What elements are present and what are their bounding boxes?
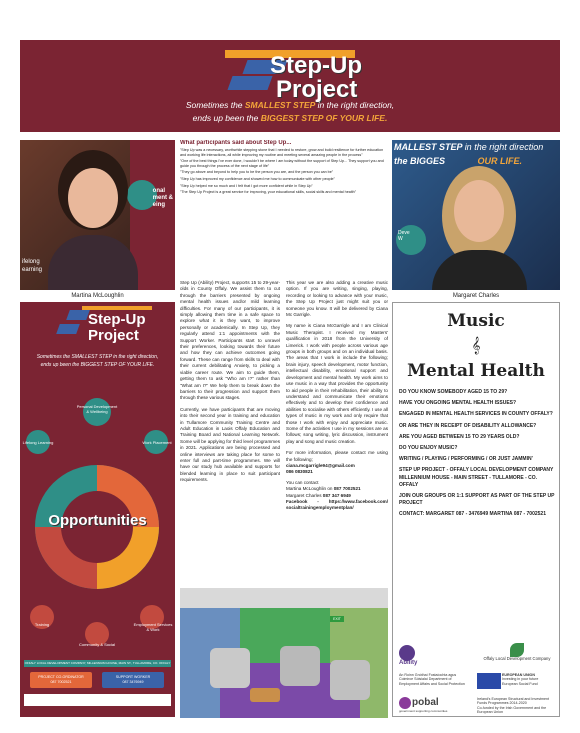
article-column-a bbox=[180, 280, 280, 580]
poster-address: OFFALY LOCAL DEVELOPMENT COMPANY, MILLENNIUM HOUSE, MAIN ST., TULLAMORE, CO. OFFALY bbox=[24, 661, 171, 665]
music-mental-health-ad bbox=[392, 302, 560, 717]
backdrop-text: onal ment & eing bbox=[152, 188, 173, 208]
newspaper-page bbox=[20, 40, 560, 720]
quote: "The Step Up Project is a great service for improving, your educational skills, social skills and mental health" bbox=[180, 190, 357, 195]
contact-intro: You can contact bbox=[286, 479, 319, 485]
ad-line: STEP UP PROJECT - OFFALY LOCAL DEVELOPMENT COMPANY MILLENNIUM HOUSE - MAIN STREET - TULLAMORE - CO. OFFALY bbox=[399, 467, 554, 488]
quote: "Step Up has improved my confidence and showed me how to communicate with other people" bbox=[180, 176, 335, 181]
caption-margaret: Margaret Charles bbox=[452, 293, 500, 299]
pobal-logo: pobal government supporting communities bbox=[399, 696, 448, 713]
banner-title-line2: Project bbox=[276, 76, 358, 103]
opportunities-heading: Opportunities bbox=[48, 512, 147, 529]
contact-martina: Martina McLoughlin on 087 7002521 bbox=[286, 486, 361, 492]
ability-icon bbox=[399, 645, 415, 661]
ad-line: OR ARE THEY IN RECEIPT OF DISABILITY ALLOWANCE? bbox=[399, 422, 537, 429]
pobal-icon bbox=[399, 697, 411, 709]
ad-line: JOIN OUR GROUPS OR 1:1 SUPPORT AS PART OF THE STEP UP PROJECT bbox=[399, 493, 555, 507]
face bbox=[454, 180, 504, 242]
label-employment: Employment Services & Work bbox=[133, 622, 173, 632]
poster-tagline-1: Sometimes the SMALLEST STEP in the right direction, bbox=[36, 354, 159, 360]
eu-flag-icon bbox=[477, 673, 501, 689]
backdrop-text: ifelong earning bbox=[22, 259, 43, 273]
armchair bbox=[210, 648, 250, 688]
ad-line: ARE YOU AGED BETWEEN 15 TO 29 YEARS OLD? bbox=[399, 433, 520, 440]
sponsor-logos bbox=[397, 593, 557, 713]
oldc-logo: Offaly Local Development Company bbox=[477, 643, 557, 661]
ad-line: HAVE YOU ONGOING MENTAL HEALTH ISSUES? bbox=[399, 400, 517, 407]
backdrop-text: Deve W bbox=[398, 230, 410, 242]
photo-martina bbox=[20, 140, 175, 290]
poster-logo-strip bbox=[24, 694, 171, 706]
banner-tagline-1: Sometimes the SMALLEST STEP in the right direction, bbox=[185, 100, 395, 110]
banner-title-line1: Step-Up bbox=[270, 52, 362, 79]
pill-coordinator: PROJECT CO-ORDINATOR 087 7002521 bbox=[30, 672, 92, 688]
poster-blue-stripe bbox=[56, 324, 80, 334]
article-paragraph: My name is Ciana McGarrigle and I am Clinical Music Therapist. I received my Masters' qualification in 2018 from the University of Limerick. I work with people across various age groups in both groups and on an individual basis. The areas that I work in include the following; brain injury, speech development, motor function, intellectual disability, emotional support and development and mental health. My work aims to use music in a way that provides the opportunity to aid people in their rehabilitation, their ability to understand and communicate their emotions effectively and to develop their confidence and abilities to socialise with others efficiently. I use all types of music in my work and only require that those I work with enjoy and appreciate music. Some of the activities I use in my sessions are as follows; song writing, lyric discussion, instrument play and song and music creation. bbox=[286, 323, 388, 444]
exit-sign: EXIT bbox=[330, 616, 344, 622]
label-work: Work Placement bbox=[142, 440, 172, 445]
poster-tagline-2: ends up been the BIGGEST STEP OF YOUR LIFE. bbox=[40, 362, 155, 368]
ad-line: DO YOU ENJOY MUSIC? bbox=[399, 445, 458, 452]
treble-clef-icon: 𝄞 bbox=[471, 337, 481, 354]
banner-tagline-2: ends up been the BIGGEST STEP OF YOUR LIFE. bbox=[192, 113, 388, 123]
music-title: Music bbox=[447, 311, 505, 331]
ad-line: DO YOU KNOW SOMEBODY AGED 15 TO 29? bbox=[399, 389, 508, 395]
ad-line: WRITING / PLAYING / PERFORMING / OR JUST JAMMIN' bbox=[399, 456, 533, 463]
banner-blue-stripe bbox=[227, 76, 272, 90]
face bbox=[68, 168, 118, 228]
caption-martina: Martina McLoughlin bbox=[71, 293, 124, 299]
quote: "They go above and beyond to help you to be the person you are, and the person you can be" bbox=[180, 170, 334, 175]
eu-logo: EUROPEAN UNION Investing in your future European Social Fund bbox=[477, 673, 557, 689]
coffee-table bbox=[250, 688, 280, 702]
label-training: Training bbox=[34, 622, 50, 627]
article-paragraph: For more information, please contact me using the following; bbox=[286, 450, 388, 462]
poster-title: Step-Up Project bbox=[88, 311, 146, 344]
quote: "Step Up was a necessary, worthwhile stepping stone that I needed to restore, grow and build resilience for further education and working life interactions, all while improving my routine and meeting several amazing people in the process" bbox=[180, 148, 384, 157]
contact-phone: 086 0830821 bbox=[286, 469, 313, 475]
article-paragraph: Currently, we have participants that are moving into their second year in training and education in Tullamore Community Training Centre and Adult Education in Laois Offaly Education and Training Board and National Learning Network. Some will be applying for third level programmes in 2021. Applications are being processed and online interviews are taking place for some to enter full and part-time programmes. We will have our study hub available and supports for blended learning in place to suit participant requirements. bbox=[180, 406, 280, 483]
label-community: Community & Social bbox=[78, 642, 115, 647]
shoulders bbox=[432, 250, 527, 290]
article-paragraph: Step Up (Ability) Project, supports 15 to 29-year-olds in County Offaly. We assist them to cut through the barriers presented by ongoing mental health issues and/or mild learning difficulties. For many of our participants, it is simply allowing them time in a safe space to explore what it is they want, to improve personally or academically. In Step Up, they regularly attend 1:1 appointments with the Support Worker. Participants start to unravel their preferences, looking towards their future and how they can achieve outcomes going forward. These can range from skills to deal with their current debilitating Anxiety, to picking a viable career route. We aim to guide them, getting them to ask "Who am I?" rather than "What am I?" We help them to break down the barriers to their progression and support them through these various stages. bbox=[180, 280, 280, 401]
photo-margaret bbox=[392, 140, 560, 290]
mental-health-title: Mental Health bbox=[407, 361, 545, 381]
label-lifelong: Lifelong Learning bbox=[22, 440, 54, 445]
esf-logo: Ireland's European Structural and Investment Funds Programmes 2014-2020 Co-funded by the Irish Government and the European Union bbox=[477, 697, 550, 715]
music-ad-lines bbox=[399, 389, 557, 523]
step-up-poster bbox=[20, 302, 175, 717]
ability-logo: Ability bbox=[399, 645, 439, 665]
quote: "One of the best things I've ever done, I wouldn't be where I am today without the support of Step Up... They support you and guide you through the process of the next stage of life" bbox=[180, 159, 384, 168]
article-column-b bbox=[286, 280, 388, 580]
backdrop-text: the BIGGES OUR LIFE. bbox=[394, 156, 523, 166]
banner-title bbox=[270, 54, 362, 102]
participant-quotes bbox=[180, 140, 388, 275]
poster-blue-stripe bbox=[66, 310, 90, 320]
room-photo bbox=[180, 588, 388, 718]
ceiling bbox=[180, 588, 388, 608]
backdrop-text: MALLEST STEP in the right direction bbox=[394, 142, 544, 152]
poster-orange-stripe bbox=[82, 306, 152, 310]
quote: "Step Up helped me so much and I felt that I got more confident while in Step Up" bbox=[180, 183, 313, 188]
article-paragraph: This year we are also adding a creative music option. If you are writing, singing, playing, recording or looking to advance with your music, the Step Up Project just might suit you or someone you know. It will be delivered by Ciana Mc Garrigle. bbox=[286, 280, 388, 318]
armchair bbox=[330, 660, 370, 700]
step-up-banner bbox=[20, 40, 560, 132]
contact-email[interactable]: ciana.mcgarrigle94@gmail.com bbox=[286, 462, 355, 468]
department-logo: An Roinn Gnóthaí Fostaíochta agus Coimirce Sóisialaí Department of Employment Affairs and Social Protection bbox=[399, 673, 465, 686]
contact-margaret: Margaret Charles 087 347 6949 bbox=[286, 492, 351, 498]
oldc-leaf-icon bbox=[510, 643, 524, 657]
label-personal: Personal Development & Wellbeing bbox=[76, 404, 118, 414]
armchair bbox=[280, 646, 320, 686]
ad-line: ENGAGED IN MENTAL HEALTH SERVICES IN COUNTY OFFALY? bbox=[399, 411, 553, 418]
shoulders bbox=[48, 235, 138, 290]
pill-support: SUPPORT WORKER 087 3476949 bbox=[102, 672, 164, 688]
facebook-link[interactable]: Facebook - https://www.facebook.com/ socialtrainingemploymentplan/ bbox=[286, 499, 388, 511]
quotes-heading: What participants said about Step Up... bbox=[180, 140, 292, 146]
ad-line: CONTACT: MARGARET 087 - 3476949 MARTINA 087 - 7002521 bbox=[399, 511, 546, 518]
